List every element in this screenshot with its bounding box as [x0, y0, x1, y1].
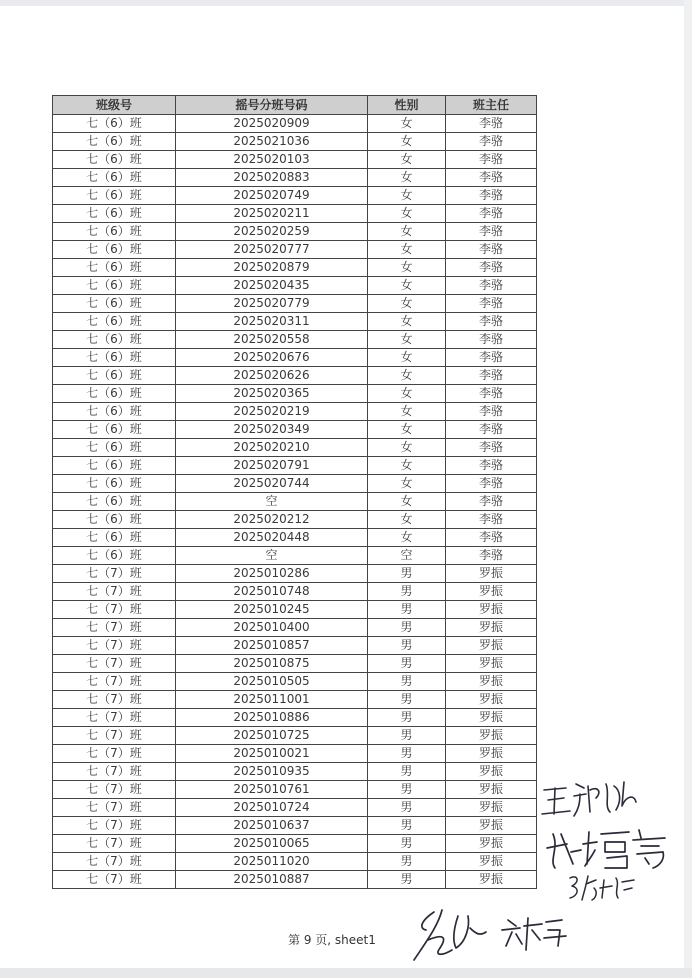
table-row: [53, 583, 537, 601]
cell-lottery-number: 2025020211: [176, 205, 368, 223]
cell-class: 七（6）班: [53, 223, 176, 241]
table-row: [53, 727, 537, 745]
cell-class: 七（6）班: [53, 331, 176, 349]
cell-head-teacher: 罗振: [446, 673, 537, 691]
cell-gender: 男: [368, 871, 446, 889]
cell-lottery-number: 空: [176, 493, 368, 511]
cell-gender: 空: [368, 547, 446, 565]
cell-head-teacher: 李骆: [446, 223, 537, 241]
table-row: [53, 151, 537, 169]
cell-head-teacher: 李骆: [446, 385, 537, 403]
cell-head-teacher: 李骆: [446, 403, 537, 421]
cell-head-teacher: 罗振: [446, 817, 537, 835]
cell-head-teacher: 罗振: [446, 781, 537, 799]
cell-gender: 男: [368, 691, 446, 709]
cell-class: 七（6）班: [53, 295, 176, 313]
page-edge-bottom: [0, 968, 692, 978]
cell-lottery-number: 2025020103: [176, 151, 368, 169]
cell-head-teacher: 李骆: [446, 511, 537, 529]
table-row: [53, 619, 537, 637]
cell-lottery-number: 空: [176, 547, 368, 565]
cell-head-teacher: 罗振: [446, 709, 537, 727]
cell-gender: 男: [368, 583, 446, 601]
cell-lottery-number: 2025020791: [176, 457, 368, 475]
cell-lottery-number: 2025020779: [176, 295, 368, 313]
header-head-teacher: 班主任: [446, 96, 537, 115]
table-row: [53, 439, 537, 457]
cell-class: 七（7）班: [53, 853, 176, 871]
cell-gender: 男: [368, 673, 446, 691]
cell-class: 七（6）班: [53, 547, 176, 565]
cell-gender: 男: [368, 853, 446, 871]
cell-class: 七（7）班: [53, 601, 176, 619]
cell-gender: 女: [368, 457, 446, 475]
table-row: [53, 781, 537, 799]
cell-head-teacher: 罗振: [446, 763, 537, 781]
cell-head-teacher: 罗振: [446, 691, 537, 709]
cell-lottery-number: 2025010887: [176, 871, 368, 889]
table-row: [53, 853, 537, 871]
header-lottery-number: 摇号分班号码: [176, 96, 368, 115]
cell-lottery-number: 2025020749: [176, 187, 368, 205]
cell-head-teacher: 李骆: [446, 529, 537, 547]
cell-head-teacher: 李骆: [446, 133, 537, 151]
cell-lottery-number: 2025010724: [176, 799, 368, 817]
cell-head-teacher: 罗振: [446, 655, 537, 673]
cell-gender: 男: [368, 835, 446, 853]
cell-lottery-number: 2025010637: [176, 817, 368, 835]
cell-class: 七（7）班: [53, 745, 176, 763]
cell-gender: 女: [368, 421, 446, 439]
cell-gender: 女: [368, 187, 446, 205]
cell-head-teacher: 李骆: [446, 241, 537, 259]
cell-gender: 女: [368, 277, 446, 295]
cell-lottery-number: 2025020311: [176, 313, 368, 331]
table-row: [53, 277, 537, 295]
table-row: [53, 385, 537, 403]
cell-class: 七（6）班: [53, 313, 176, 331]
table-row: [53, 637, 537, 655]
cell-lottery-number: 2025020777: [176, 241, 368, 259]
table-row: [53, 691, 537, 709]
cell-lottery-number: 2025010761: [176, 781, 368, 799]
cell-gender: 女: [368, 493, 446, 511]
cell-class: 七（6）班: [53, 259, 176, 277]
table-row: [53, 493, 537, 511]
cell-head-teacher: 罗振: [446, 727, 537, 745]
table-row: [53, 655, 537, 673]
cell-class: 七（7）班: [53, 799, 176, 817]
table-row: [53, 871, 537, 889]
cell-head-teacher: 罗振: [446, 637, 537, 655]
table-row: [53, 799, 537, 817]
cell-lottery-number: 2025020558: [176, 331, 368, 349]
cell-gender: 女: [368, 151, 446, 169]
table-row: [53, 565, 537, 583]
cell-head-teacher: 李骆: [446, 547, 537, 565]
cell-class: 七（6）班: [53, 241, 176, 259]
cell-gender: 女: [368, 313, 446, 331]
cell-head-teacher: 罗振: [446, 871, 537, 889]
cell-lottery-number: 2025011020: [176, 853, 368, 871]
cell-class: 七（7）班: [53, 727, 176, 745]
cell-head-teacher: 李骆: [446, 115, 537, 133]
cell-lottery-number: 2025010065: [176, 835, 368, 853]
cell-head-teacher: 李骆: [446, 151, 537, 169]
cell-head-teacher: 李骆: [446, 457, 537, 475]
cell-class: 七（6）班: [53, 385, 176, 403]
table-row: [53, 817, 537, 835]
cell-gender: 男: [368, 637, 446, 655]
cell-gender: 女: [368, 169, 446, 187]
cell-gender: 女: [368, 133, 446, 151]
table-row: [53, 511, 537, 529]
cell-gender: 女: [368, 385, 446, 403]
cell-class: 七（6）班: [53, 511, 176, 529]
cell-lottery-number: 2025010245: [176, 601, 368, 619]
cell-class: 七（6）班: [53, 187, 176, 205]
cell-gender: 女: [368, 241, 446, 259]
cell-head-teacher: 罗振: [446, 601, 537, 619]
cell-head-teacher: 罗振: [446, 745, 537, 763]
cell-class: 七（6）班: [53, 421, 176, 439]
cell-class: 七（6）班: [53, 133, 176, 151]
cell-gender: 男: [368, 727, 446, 745]
cell-head-teacher: 李骆: [446, 493, 537, 511]
cell-gender: 女: [368, 529, 446, 547]
cell-class: 七（6）班: [53, 367, 176, 385]
table-row: [53, 745, 537, 763]
table-row: [53, 115, 537, 133]
cell-lottery-number: 2025020744: [176, 475, 368, 493]
table-row: [53, 367, 537, 385]
cell-gender: 男: [368, 799, 446, 817]
cell-class: 七（7）班: [53, 583, 176, 601]
cell-class: 七（7）班: [53, 709, 176, 727]
cell-head-teacher: 罗振: [446, 853, 537, 871]
cell-class: 七（7）班: [53, 619, 176, 637]
cell-lottery-number: 2025020219: [176, 403, 368, 421]
cell-head-teacher: 李骆: [446, 187, 537, 205]
table-row: [53, 457, 537, 475]
cell-gender: 女: [368, 403, 446, 421]
cell-head-teacher: 罗振: [446, 583, 537, 601]
cell-class: 七（6）班: [53, 277, 176, 295]
cell-lottery-number: 2025020212: [176, 511, 368, 529]
cell-lottery-number: 2025020435: [176, 277, 368, 295]
cell-gender: 男: [368, 565, 446, 583]
table-row: [53, 241, 537, 259]
signature-3: [566, 870, 640, 902]
cell-head-teacher: 李骆: [446, 475, 537, 493]
cell-lottery-number: 2025010875: [176, 655, 368, 673]
cell-lottery-number: 2025020676: [176, 349, 368, 367]
cell-lottery-number: 2025020349: [176, 421, 368, 439]
cell-gender: 女: [368, 439, 446, 457]
cell-lottery-number: 2025010748: [176, 583, 368, 601]
cell-lottery-number: 2025010400: [176, 619, 368, 637]
cell-gender: 男: [368, 745, 446, 763]
cell-class: 七（7）班: [53, 637, 176, 655]
cell-class: 七（6）班: [53, 475, 176, 493]
cell-gender: 女: [368, 223, 446, 241]
signature-4: [412, 906, 572, 966]
cell-class: 七（6）班: [53, 529, 176, 547]
table-body: [53, 115, 537, 889]
cell-class: 七（6）班: [53, 205, 176, 223]
cell-head-teacher: 李骆: [446, 367, 537, 385]
cell-gender: 女: [368, 205, 446, 223]
cell-head-teacher: 李骆: [446, 169, 537, 187]
cell-class: 七（7）班: [53, 673, 176, 691]
cell-gender: 女: [368, 511, 446, 529]
header-gender: 性别: [368, 96, 446, 115]
cell-gender: 女: [368, 115, 446, 133]
cell-head-teacher: 罗振: [446, 799, 537, 817]
cell-lottery-number: 2025020259: [176, 223, 368, 241]
table-row: [53, 331, 537, 349]
cell-gender: 男: [368, 709, 446, 727]
cell-class: 七（7）班: [53, 835, 176, 853]
cell-head-teacher: 李骆: [446, 295, 537, 313]
table-row: [53, 835, 537, 853]
cell-lottery-number: 2025020365: [176, 385, 368, 403]
cell-class: 七（6）班: [53, 349, 176, 367]
cell-class: 七（7）班: [53, 763, 176, 781]
cell-lottery-number: 2025020448: [176, 529, 368, 547]
table-row: [53, 601, 537, 619]
cell-gender: 女: [368, 475, 446, 493]
cell-lottery-number: 2025021036: [176, 133, 368, 151]
table-row: [53, 169, 537, 187]
cell-head-teacher: 罗振: [446, 835, 537, 853]
cell-class: 七（6）班: [53, 151, 176, 169]
class-roster-table: [52, 95, 537, 889]
table-row: [53, 313, 537, 331]
cell-class: 七（7）班: [53, 691, 176, 709]
cell-head-teacher: 罗振: [446, 619, 537, 637]
cell-class: 七（7）班: [53, 565, 176, 583]
cell-head-teacher: 李骆: [446, 349, 537, 367]
table-row: [53, 673, 537, 691]
cell-lottery-number: 2025010725: [176, 727, 368, 745]
cell-lottery-number: 2025010505: [176, 673, 368, 691]
table-row: [53, 349, 537, 367]
cell-lottery-number: 2025020909: [176, 115, 368, 133]
table-row: [53, 529, 537, 547]
cell-head-teacher: 李骆: [446, 277, 537, 295]
cell-class: 七（6）班: [53, 457, 176, 475]
cell-class: 七（7）班: [53, 817, 176, 835]
table-row: [53, 133, 537, 151]
page-edge-top: [0, 0, 692, 6]
page-footer: 第 9 页, sheet1: [288, 933, 376, 947]
cell-gender: 女: [368, 295, 446, 313]
cell-lottery-number: 2025020879: [176, 259, 368, 277]
cell-class: 七（7）班: [53, 871, 176, 889]
header-class: 班级号: [53, 96, 176, 115]
cell-lottery-number: 2025010935: [176, 763, 368, 781]
table-row: [53, 295, 537, 313]
table-row: [53, 259, 537, 277]
cell-gender: 女: [368, 367, 446, 385]
cell-class: 七（7）班: [53, 655, 176, 673]
cell-lottery-number: 2025020883: [176, 169, 368, 187]
table-row: [53, 547, 537, 565]
cell-head-teacher: 李骆: [446, 259, 537, 277]
table-row: [53, 709, 537, 727]
cell-head-teacher: 李骆: [446, 421, 537, 439]
table-row: [53, 763, 537, 781]
cell-head-teacher: 李骆: [446, 313, 537, 331]
cell-head-teacher: 李骆: [446, 331, 537, 349]
cell-class: 七（6）班: [53, 169, 176, 187]
table-row: [53, 223, 537, 241]
cell-gender: 男: [368, 655, 446, 673]
cell-lottery-number: 2025011001: [176, 691, 368, 709]
cell-class: 七（7）班: [53, 781, 176, 799]
cell-gender: 男: [368, 781, 446, 799]
cell-head-teacher: 罗振: [446, 565, 537, 583]
cell-lottery-number: 2025010021: [176, 745, 368, 763]
table-row: [53, 187, 537, 205]
cell-lottery-number: 2025020210: [176, 439, 368, 457]
cell-head-teacher: 李骆: [446, 205, 537, 223]
cell-lottery-number: 2025020626: [176, 367, 368, 385]
cell-gender: 男: [368, 817, 446, 835]
cell-gender: 男: [368, 601, 446, 619]
signature-2: [545, 824, 675, 872]
cell-class: 七（6）班: [53, 439, 176, 457]
cell-gender: 女: [368, 331, 446, 349]
cell-gender: 男: [368, 619, 446, 637]
cell-lottery-number: 2025010286: [176, 565, 368, 583]
page-edge-right: [684, 0, 692, 978]
cell-class: 七（6）班: [53, 493, 176, 511]
cell-gender: 女: [368, 259, 446, 277]
cell-lottery-number: 2025010857: [176, 637, 368, 655]
cell-lottery-number: 2025010886: [176, 709, 368, 727]
table-row: [53, 205, 537, 223]
table-header-row: [53, 96, 537, 115]
table-row: [53, 421, 537, 439]
signature-1: [540, 776, 670, 820]
cell-gender: 男: [368, 763, 446, 781]
cell-class: 七（6）班: [53, 403, 176, 421]
cell-head-teacher: 李骆: [446, 439, 537, 457]
cell-class: 七（6）班: [53, 115, 176, 133]
table-row: [53, 403, 537, 421]
cell-gender: 女: [368, 349, 446, 367]
table-row: [53, 475, 537, 493]
